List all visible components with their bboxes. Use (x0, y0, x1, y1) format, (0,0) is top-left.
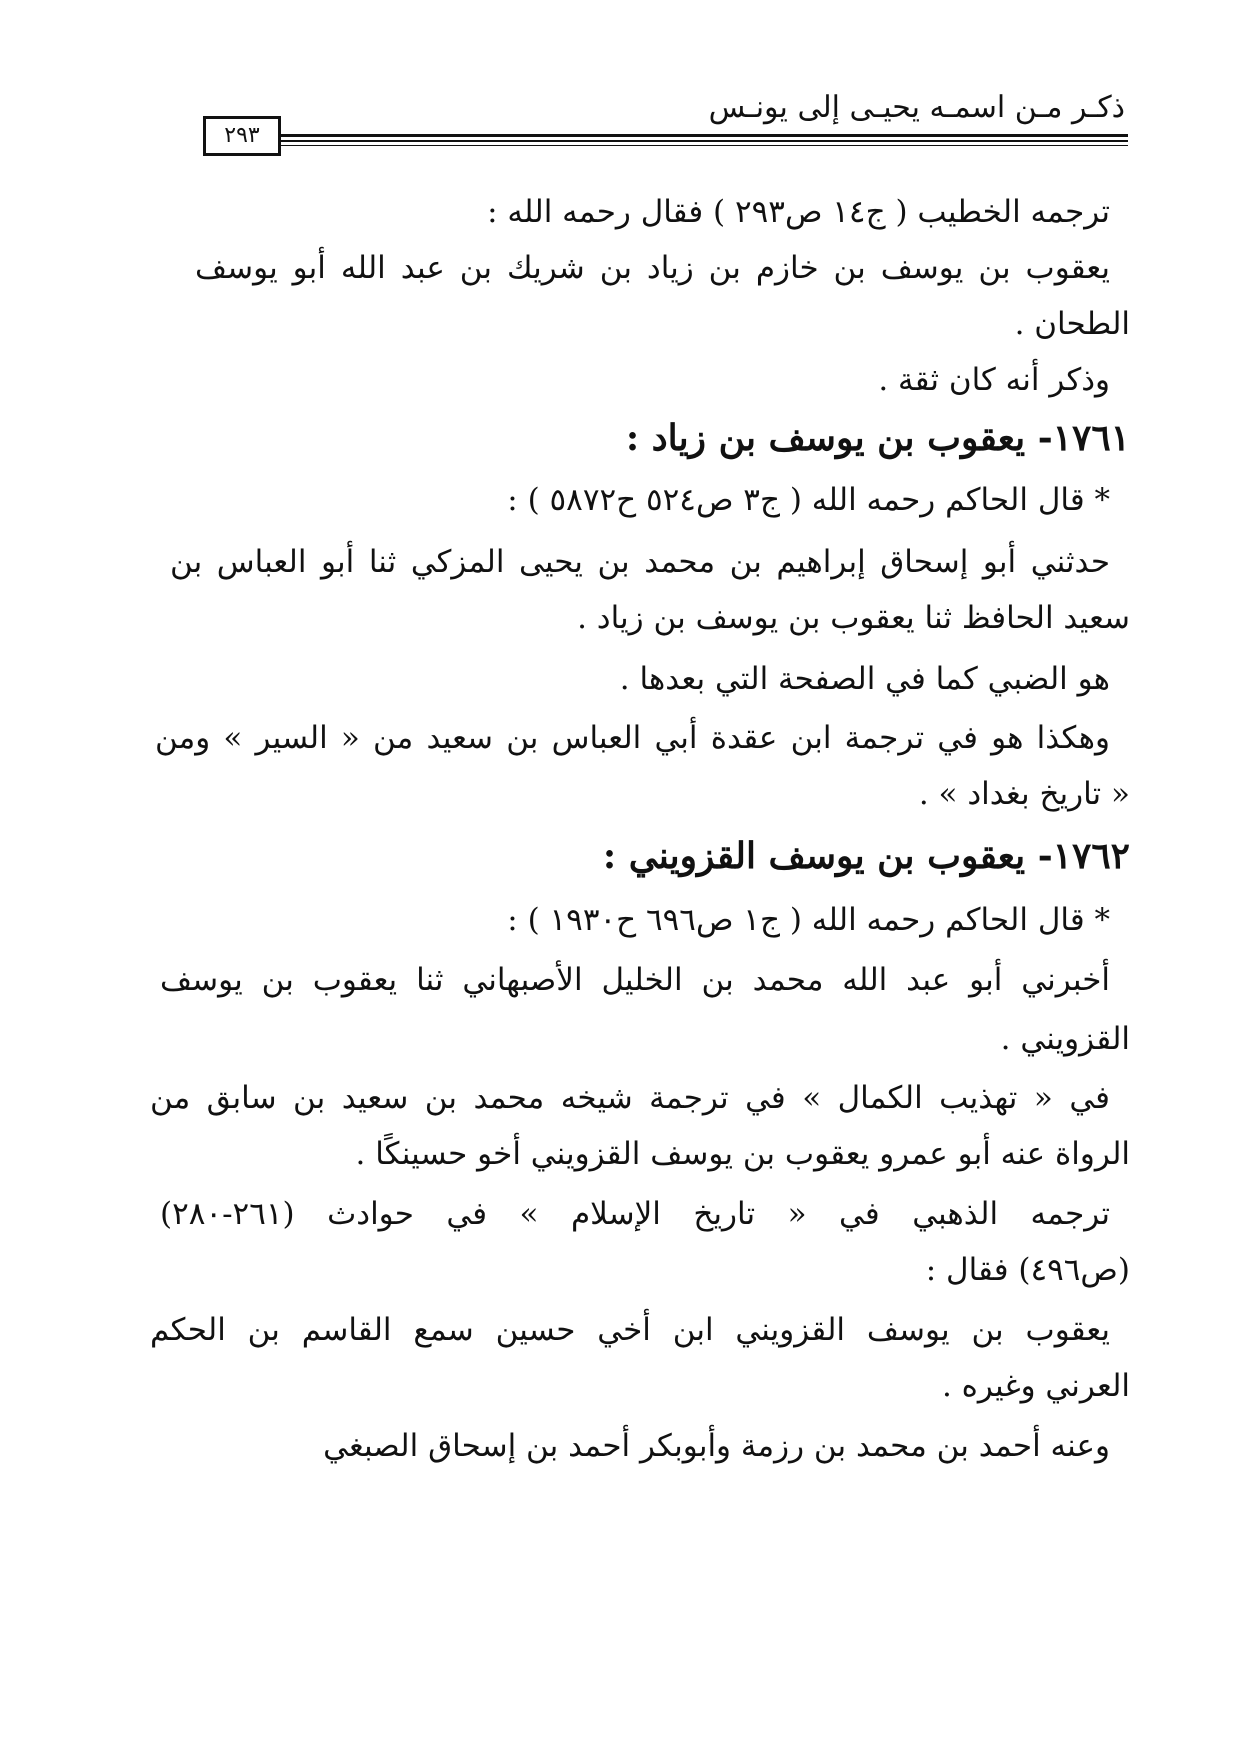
text-line: ترجمه الذهبي في « تاريخ الإسلام » في حوادث (٢٦١-٢٨٠) (160, 1196, 1110, 1232)
text-line: الطحان . (1014, 306, 1130, 342)
text-line: * قال الحاكم رحمه الله ( ج١ ص٦٩٦ ح١٩٣٠ ) : (507, 902, 1110, 938)
entry-heading-1761: ١٧٦١- يعقوب بن يوسف بن زياد : (625, 417, 1130, 459)
text-line: يعقوب بن يوسف القزويني ابن أخي حسين سمع القاسم بن الحكم (150, 1312, 1110, 1348)
text-line: وهكذا هو في ترجمة ابن عقدة أبي العباس بن سعيد من « السير » ومن (155, 720, 1110, 756)
text-line: سعيد الحافظ ثنا يعقوب بن يوسف بن زياد . (577, 600, 1130, 636)
header-rule (281, 140, 1128, 142)
text-line: يعقوب بن يوسف بن خازم بن زياد بن شريك بن عبد الله أبو يوسف (195, 250, 1110, 286)
text-line: العرني وغيره . (941, 1368, 1130, 1404)
header-rule (281, 145, 1128, 146)
page-number: ٢٩٣ (203, 116, 281, 156)
text-line: أخبرني أبو عبد الله محمد بن الخليل الأصبهاني ثنا يعقوب بن يوسف (160, 962, 1110, 998)
header-rule (281, 134, 1128, 137)
text-line: حدثني أبو إسحاق إبراهيم بن محمد بن يحيى المزكي ثنا أبو العباس بن (170, 544, 1110, 580)
text-line: * قال الحاكم رحمه الله ( ج٣ ص٥٢٤ ح٥٨٧٢ ) : (507, 482, 1110, 518)
text-line: « تاريخ بغداد » . (918, 776, 1130, 812)
running-title: ذكـر مـن اسمـه يحيـى إلى يونـس (708, 90, 1125, 125)
text-line: الرواة عنه أبو عمرو يعقوب بن يوسف القزويني أخو حسينكًا . (355, 1136, 1130, 1172)
text-line: في « تهذيب الكمال » في ترجمة شيخه محمد بن سعيد بن سابق من (150, 1080, 1110, 1116)
text-line: وعنه أحمد بن محمد بن رزمة وأبوبكر أحمد بن إسحاق الصبغي (323, 1428, 1110, 1464)
text-line: القزويني . (1000, 1021, 1130, 1057)
text-line: وذكر أنه كان ثقة . (878, 362, 1110, 398)
text-line: (ص٤٩٦) فقال : (925, 1252, 1130, 1288)
text-line: ترجمه الخطيب ( ج١٤ ص٢٩٣ ) فقال رحمه الله : (487, 194, 1110, 230)
entry-heading-1762: ١٧٦٢- يعقوب بن يوسف القزويني : (602, 835, 1130, 877)
text-line: هو الضبي كما في الصفحة التي بعدها . (619, 661, 1110, 697)
